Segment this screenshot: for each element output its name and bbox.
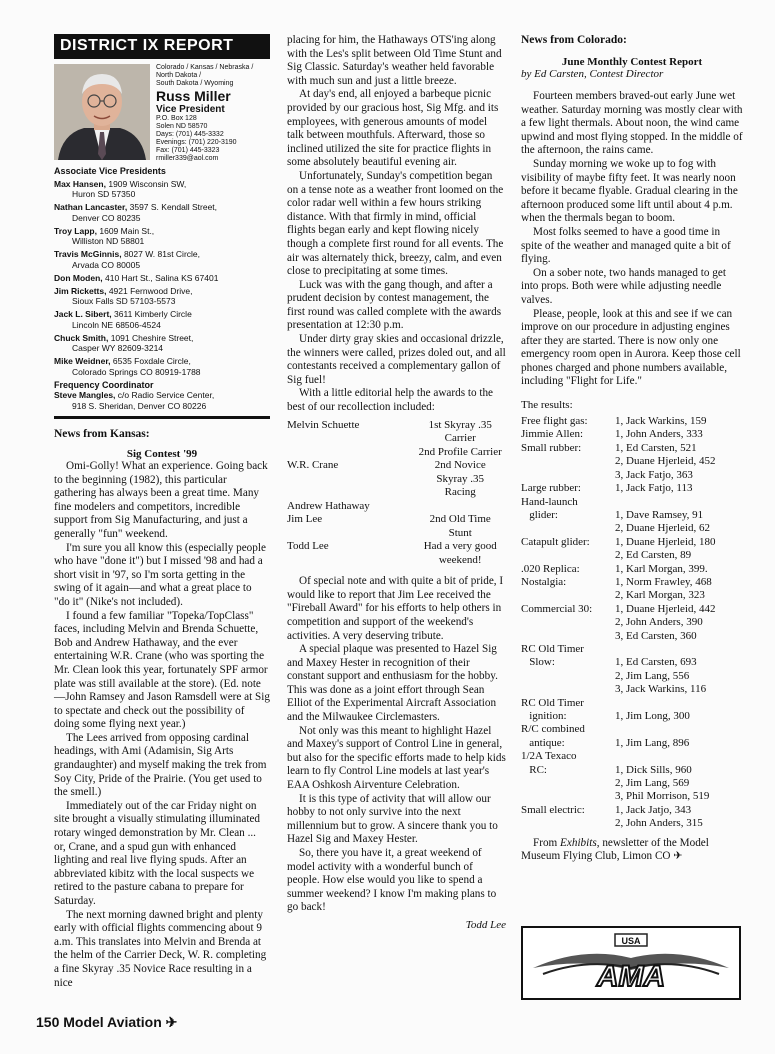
result-row xyxy=(521,482,743,495)
column-3 xyxy=(521,34,743,864)
paragraph: Of special note and with quite a bit of pride, I would like to report that Jim Lee received the "Fireball Award" for his efforts to help others in competition and support of the weekend's activities. A very deserving tribute. xyxy=(287,575,504,642)
page-footer xyxy=(36,1014,177,1031)
result-placings: 1, Jim Long, 300 xyxy=(615,709,690,722)
airplane-icon: ✈ xyxy=(165,1014,178,1030)
colorado-section-heading: News from Colorado: xyxy=(521,34,627,46)
awards-list xyxy=(287,419,506,568)
result-event: Jimmie Allen: xyxy=(521,428,584,441)
result-event: .020 Replica: xyxy=(521,562,580,575)
result-row xyxy=(521,750,743,804)
states-line-3: South Dakota / Wyoming xyxy=(156,80,234,87)
magazine-name: Model Aviation xyxy=(63,1014,162,1030)
ama-logo xyxy=(523,928,739,998)
result-row xyxy=(521,536,743,563)
result-row xyxy=(521,697,743,724)
logo-ama-text: AMA xyxy=(596,960,666,993)
avp-entry: Mike Weidner, 6535 Foxdale Circle, Colorado Springs CO 80919-1788 xyxy=(54,356,201,377)
result-placings: 1, Jim Lang, 896 xyxy=(615,736,690,749)
president-name: Russ Miller xyxy=(156,88,231,104)
award-desc: 1st Skyray .35 Carrier 2nd Profile Carrier xyxy=(418,418,502,458)
award-winner: Jim Lee xyxy=(287,513,323,526)
paragraph: Luck was with the gang though, and after a prudent decision by contest management, the first round was called complete with the awards presentation at 12:30 p.m. xyxy=(287,278,502,332)
avp-entry: Max Hansen, 1909 Wisconsin SW, Huron SD 57350 xyxy=(54,178,187,199)
result-placings: 1, Dick Sills, 960 2, Jim Lang, 569 3, Phil Morrison, 519 xyxy=(615,763,710,803)
result-event: Free flight gas: xyxy=(521,415,588,428)
award-row xyxy=(287,419,506,460)
contact-line: rmiller339@aol.com xyxy=(156,155,219,162)
vp-header xyxy=(54,64,270,160)
paragraph: With a little editorial help the awards to the best of our recollection included: xyxy=(287,387,494,414)
paragraph: The next morning dawned bright and plenty early with official flights commencing about 9 a.m. This translates into Melvin and Brenda at the helm of the Carrier Deck, W. R. completing a fine Skyray .35 Novice Race resulting in a nice xyxy=(54,908,267,989)
kansas-body-col1 xyxy=(54,460,270,990)
paragraph: Most folks seemed to have a good time in spite of the weather and managed quite a bit of flying. xyxy=(521,225,731,266)
award-desc: 2nd Old Time Stunt xyxy=(429,513,491,539)
colorado-body xyxy=(521,90,743,389)
contact-line: P.O. Box 128 xyxy=(156,115,197,122)
ama-logo-box xyxy=(521,926,741,1000)
president-photo xyxy=(54,64,150,160)
district-banner: DISTRICT IX REPORT xyxy=(54,34,270,59)
result-event: R/C combined antique: xyxy=(521,723,585,749)
result-event: Commercial 30: xyxy=(521,602,593,615)
paragraph: Sunday morning we woke up to fog with visibility of maybe fifty feet. It was nearly noon before it became flyable. Gradual clearing in the afternoon produced some lift until about 4 p.m. when the thermals began to boom. xyxy=(521,157,738,225)
result-placings: 1, Duane Hjerleid, 442 2, John Anders, 390 3, Ed Carsten, 360 xyxy=(615,602,716,642)
avp-entry: Chuck Smith, 1091 Cheshire Street, Casper WY 82609-3214 xyxy=(54,332,194,353)
result-placings: 1, Duane Hjerleid, 180 2, Ed Carsten, 89 xyxy=(615,535,716,562)
kansas-article-title: Sig Contest '99 xyxy=(126,448,198,460)
paragraph: Omi-Golly! What an experience. Going back to the beginning (1982), this particular gathering has always been a great time. Many fine modelers and competitors, incredible support from Sig Manufacturing, and just a generally "fun" weekend. xyxy=(54,460,268,540)
result-placings: 1, Jack Jatjo, 343 2, John Anders, 315 xyxy=(615,803,703,830)
result-placings: 1, John Anders, 333 xyxy=(615,428,703,441)
result-placings: 1, Karl Morgan, 399. xyxy=(615,562,708,575)
byline: by Ed Carsten, Contest Director xyxy=(521,68,664,80)
paragraph: placing for him, the Hathaways OTS'ing along with the Les's split between Old Time Stunt and Sig Classic. Saturday's weather held favorable with much sun and just a little breeze. xyxy=(287,34,502,87)
contact-line: Fax: (701) 445-3323 xyxy=(156,147,220,154)
result-event: Catapult glider: xyxy=(521,535,590,548)
award-row xyxy=(287,459,506,500)
results-heading: The results: xyxy=(521,399,573,412)
avp-entry: Jack L. Sibert, 3611 Kimberly Circle Lincoln NE 68506-4524 xyxy=(54,309,192,330)
page-number: 150 xyxy=(36,1014,60,1030)
result-row xyxy=(521,603,743,643)
freq-heading: Frequency Coordinator xyxy=(54,380,154,390)
paragraph: On a sober note, two hands managed to get into props. Both were while adjusting needle valves. xyxy=(521,266,726,306)
award-winner: Todd Lee xyxy=(287,540,329,553)
result-placings: 1, Dave Ramsey, 91 2, Duane Hjerleid, 62 xyxy=(615,508,710,535)
paragraph: So, there you have it, a great weekend of model activity with a wonderful bunch of people. How else would you like to spend a summer weekend? I know I'm making plans to go back! xyxy=(287,847,497,914)
result-placings: 1, Jack Warkins, 159 xyxy=(615,415,707,428)
kansas-body-col2b xyxy=(287,575,506,915)
award-winner: W.R. Crane xyxy=(287,459,339,472)
result-event: Small electric: xyxy=(521,803,585,816)
result-placings: 1, Norm Frawley, 468 2, Karl Morgan, 323 xyxy=(615,575,712,602)
paragraph: Under dirty gray skies and occasional drizzle, the winners were called, prizes doled out, and all contestants received a complementary gallon of Sig fuel! xyxy=(287,333,506,386)
freq-entry: Steve Mangles, c/o Radio Service Center, 918 S. Sheridan, Denver CO 80226 xyxy=(54,390,215,411)
result-event: RC Old Timer Slow: xyxy=(521,642,584,669)
result-row xyxy=(521,643,743,697)
colorado-article-title: June Monthly Contest Report xyxy=(561,56,703,68)
result-row xyxy=(521,563,743,576)
paragraph: The Lees arrived from opposing cardinal headings, with Ami (Adamisin, Sig Arts grandaughter) and myself making the trek from Soy City, Pride of the Prairie. (You get used to the smell.) xyxy=(54,731,267,799)
paragraph: Not only was this meant to highlight Hazel and Maxey's support of Control Line in general, but also for the specific efforts made to help kids learn to fly Control Line models at last year's EAA Oshkosh Airventure Celebration. xyxy=(287,724,506,792)
paragraph: I found a few familiar "Topeka/TopClass" faces, including Melvin and Brenda Schuette, Bob and Andrew Hathaway, and the ever entertaining W.R. Crane (who was sporting the Mr. Clean look this year, fortunately SPF armor plate was still available at the store). (Ed. note—John Ramsey and Jason Ramsdell were at Sig to spectate and check out the possibility of doing some flying next year.) xyxy=(54,609,270,731)
airplane-icon: ✈ xyxy=(673,850,683,863)
avp-entry: Nathan Lancaster, 3597 S. Kendall Street, Denver CO 80235 xyxy=(54,202,218,223)
author-signoff: Todd Lee xyxy=(465,918,506,931)
result-row xyxy=(521,723,743,750)
result-event: RC Old Timer ignition: xyxy=(521,696,584,722)
avp-heading: Associate Vice Presidents xyxy=(54,166,166,176)
result-row xyxy=(521,442,743,482)
result-event: Hand-launch glider: xyxy=(521,495,578,521)
states-line-1: Colorado / Kansas / Nebraska / xyxy=(156,64,254,71)
contact-line: Days: (701) 445-3332 xyxy=(156,131,224,138)
paragraph: Please, people, look at this and see if we can improve on our procedure in adjusting engines after they are started. There is now only one emergency room open in Aurora. Keep those cell phones charged and phone numbers available, including "Flight for Life." xyxy=(521,307,741,388)
avp-entry: Troy Lapp, 1609 Main St., Williston ND 58801 xyxy=(54,225,155,246)
column-1 xyxy=(54,34,270,990)
president-title: Vice President xyxy=(156,104,225,115)
contact-line: Solen ND 58570 xyxy=(156,123,208,130)
paragraph: Immediately out of the car Friday night on site brought a visually stimulating illuminated rotary winged demonstration by Mr. Clean ... or, Crane, and a spud gun with enhanced lighting and real live flying spuds. After an abbreviated kibitz with the local suspects we retired to the pasture cabana to prepare for Saturday. xyxy=(54,799,261,907)
portrait-image xyxy=(54,64,150,160)
section-divider xyxy=(54,416,270,419)
result-event: 1/2A Texaco RC: xyxy=(521,750,577,776)
column-2 xyxy=(287,34,506,931)
result-event: Nostalgia: xyxy=(521,575,567,588)
president-info xyxy=(156,64,253,160)
paragraph: I'm sure you all know this (especially people who have "done it") but I missed '98 and had a short visit in '97, so I'm sorta getting in the swing of it again—and what a great place to "do it" (Nike's not included). xyxy=(54,541,266,608)
source-credit: From Exhibits, newsletter of the Model Museum Flying Club, Limon CO ✈ xyxy=(521,836,709,863)
result-event: Large rubber: xyxy=(521,482,581,495)
award-winner: Andrew Hathaway xyxy=(287,499,370,512)
avp-entry: Travis McGinnis, 8027 W. 81st Circle, Arvada CO 80005 xyxy=(54,249,200,270)
paragraph: Fourteen members braved-out early June wet weather. Saturday morning was mostly clear with a few light thermals. About noon, the wind came upwind and most flying stopped. In the middle of the afternoon, the rains came. xyxy=(521,90,743,157)
result-row xyxy=(521,496,743,536)
kansas-section-heading: News from Kansas: xyxy=(54,428,150,440)
award-row xyxy=(287,500,506,514)
result-placings: 1, Ed Carsten, 693 2, Jim Lang, 556 3, Jack Warkins, 116 xyxy=(615,656,707,696)
paragraph: Unfortunately, Sunday's competition began on a tense note as a weather front loomed on the color radar well within a few hours striking distance. With that firmly in mind, official flights began early and kept flowing nicely though a complete first round for all events. The air was alternately thick, breezy, calm, and even close to precipitating at some times. xyxy=(287,169,504,278)
result-row xyxy=(521,415,743,428)
award-row xyxy=(287,513,506,540)
award-winner: Melvin Schuette xyxy=(287,418,360,431)
result-placings: 1, Ed Carsten, 521 2, Duane Hjerleid, 452 3, Jack Fatjo, 363 xyxy=(615,441,716,481)
states-line-2: North Dakota / xyxy=(156,72,202,79)
award-row xyxy=(287,540,506,567)
avp-entry: Don Moden, 410 Hart St., Salina KS 67401 xyxy=(54,272,219,283)
contact-line: Evenings: (701) 220-3190 xyxy=(156,139,237,146)
result-event: Small rubber: xyxy=(521,441,582,454)
award-desc: Had a very good weekend! xyxy=(423,540,497,566)
paragraph: A special plaque was presented to Hazel Sig and Maxey Hester in recognition of their constant support and enthusiasm for the hobby. This was done as a joint effort through Sean Elliot of the Experimental Aircraft Association and the Milwaukee Circlemasters. xyxy=(287,643,498,724)
logo-usa-text: USA xyxy=(621,936,641,946)
avp-entry: Jim Ricketts, 4921 Fernwood Drive, Sioux Falls SD 57103-5573 xyxy=(54,285,193,306)
paragraph: At day's end, all enjoyed a barbeque picnic provided by our gracious host, Sig Mfg. and its employees, with generous amounts of model talk between mouthfuls. Afterward, those so inclined utilized the site for practice flights in some absolutely beautiful evening air. xyxy=(287,88,499,169)
award-desc xyxy=(414,500,506,514)
results-table xyxy=(521,415,743,831)
result-row xyxy=(521,576,743,603)
result-row xyxy=(521,804,743,831)
award-desc: 2nd Novice Skyray .35 Racing xyxy=(434,459,486,499)
paragraph: It is this type of activity that will allow our hobby to not only survive into the next millennium but to grow. A sincere thank you to Hazel Sig and Maxey Hester. xyxy=(287,792,498,846)
kansas-body-col2 xyxy=(287,34,506,415)
result-row xyxy=(521,428,743,441)
result-placings: 1, Jack Fatjo, 113 xyxy=(615,482,693,495)
